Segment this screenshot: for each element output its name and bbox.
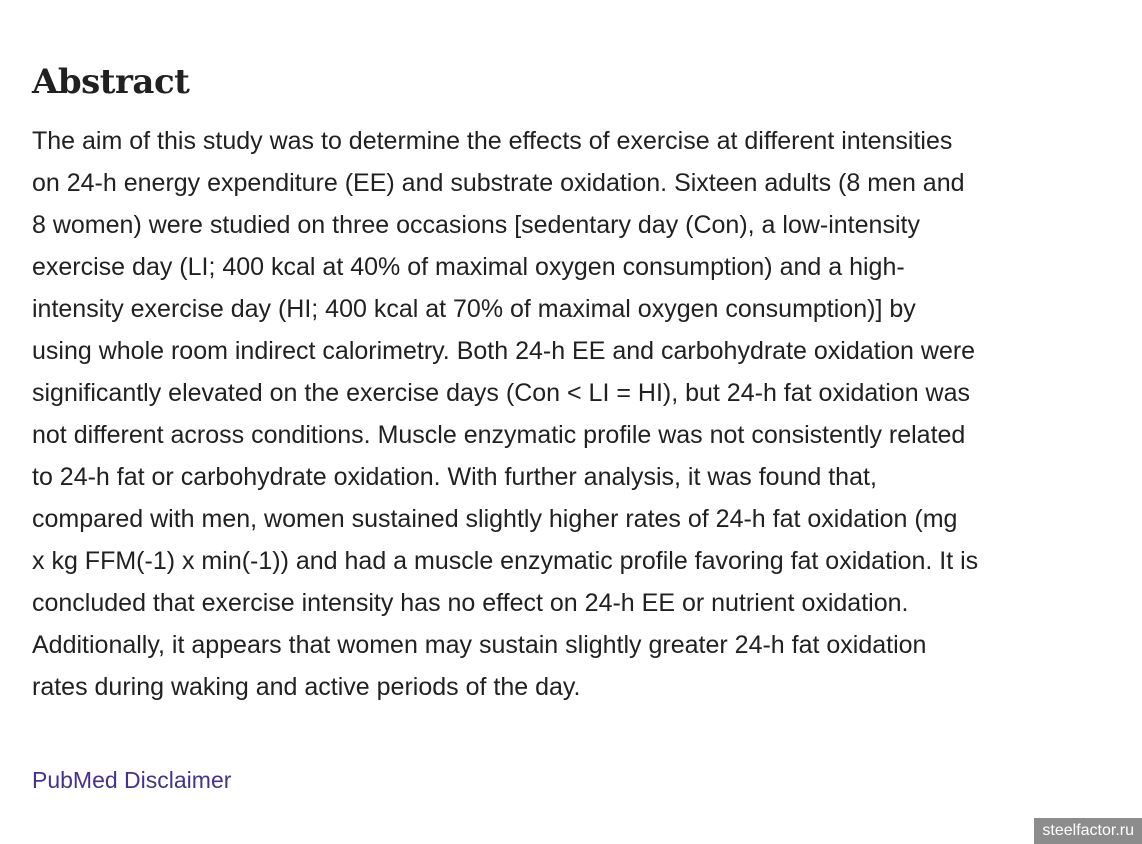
abstract-line: significantly elevated on the exercise days (Con < LI = HI), but 24-h fat oxidation was bbox=[32, 379, 971, 407]
abstract-line: using whole room indirect calorimetry. Both 24-h EE and carbohydrate oxidation were bbox=[32, 337, 976, 365]
abstract-line: on 24-h energy expenditure (EE) and substrate oxidation. Sixteen adults (8 men and bbox=[32, 169, 965, 197]
abstract-line: not different across conditions. Muscle enzymatic profile was not consistently related bbox=[32, 421, 966, 449]
abstract-section bbox=[32, 54, 1110, 708]
abstract-text bbox=[32, 120, 1110, 708]
watermark: steelfactor.ru bbox=[1034, 818, 1142, 844]
abstract-line: rates during waking and active periods of the day. bbox=[32, 673, 581, 701]
abstract-title: Abstract bbox=[32, 62, 190, 102]
abstract-line: exercise day (LI; 400 kcal at 40% of maximal oxygen consumption) and a high- bbox=[32, 253, 905, 281]
abstract-line: x kg FFM(-1) x min(-1)) and had a muscle enzymatic profile favoring fat oxidation. It is bbox=[32, 547, 979, 575]
pubmed-disclaimer-link[interactable]: PubMed Disclaimer bbox=[32, 767, 232, 793]
abstract-line: The aim of this study was to determine the effects of exercise at different intensities bbox=[32, 127, 953, 155]
abstract-line: to 24-h fat or carbohydrate oxidation. With further analysis, it was found that, bbox=[32, 463, 877, 491]
abstract-line: Additionally, it appears that women may sustain slightly greater 24-h fat oxidation bbox=[32, 631, 927, 659]
abstract-line: compared with men, women sustained slightly higher rates of 24-h fat oxidation (mg bbox=[32, 505, 958, 533]
abstract-line: intensity exercise day (HI; 400 kcal at 70% of maximal oxygen consumption)] by bbox=[32, 295, 916, 323]
abstract-line: 8 women) were studied on three occasions [sedentary day (Con), a low-intensity bbox=[32, 211, 920, 239]
abstract-line: concluded that exercise intensity has no effect on 24-h EE or nutrient oxidation. bbox=[32, 589, 909, 617]
